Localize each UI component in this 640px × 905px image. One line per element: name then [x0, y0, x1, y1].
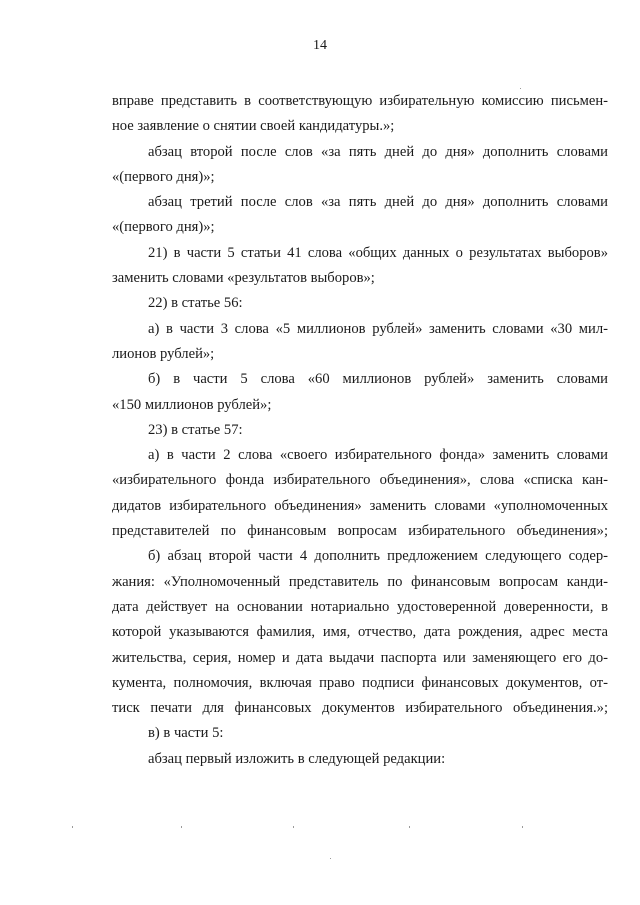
document-body [112, 89, 608, 772]
text-line: заменить словами «результатов выборов»; [112, 270, 375, 287]
text-line: ное заявление о снятии своей кандидатуры.»; [112, 118, 395, 135]
text-line: тиск печати для финансовых документов избирательного объединения.»; [112, 700, 608, 717]
text-line: которой указываются фамилия, имя, отчество, дата рождения, адрес места [112, 624, 608, 641]
text-line: «150 миллионов рублей»; [112, 396, 272, 413]
text-line: в) в части 5: [148, 725, 224, 742]
text-line: «(первого дня)»; [112, 219, 215, 236]
text-line: абзац третий после слов «за пять дней до дня» дополнить словами [148, 194, 608, 211]
text-line: дидатов избирательного объединения» заменить словами «уполномоченных [112, 497, 608, 514]
text-line: представителей по финансовым вопросам избирательного объединения»; [112, 523, 608, 540]
text-line: жания: «Уполномоченный представитель по финансовым вопросам канди- [112, 573, 608, 590]
text-line: лионов рублей»; [112, 345, 215, 362]
text-line: вправе представить в соответствующую избирательную комиссию письмен- [112, 93, 608, 109]
text-line: 22) в статье 56: [148, 295, 243, 312]
text-line: а) в части 3 слова «5 миллионов рублей» заменить словами «30 мил- [148, 320, 608, 337]
text-line: «избирательного фонда избирательного объединения», слова «списка кан- [112, 472, 608, 489]
text-line: а) в части 2 слова «своего избирательного фонда» заменить словами [148, 447, 608, 464]
text-line: «(первого дня)»; [112, 168, 215, 185]
text-line: абзац второй после слов «за пять дней до дня» дополнить словами [148, 143, 608, 160]
text-line: б) в части 5 слова «60 миллионов рублей» заменить словами [148, 371, 608, 388]
text-line: дата действует на основании нотариально удостоверенной доверенности, в [112, 598, 608, 615]
text-line: жительства, серия, номер и дата выдачи паспорта или заменяющего его до- [112, 649, 608, 666]
text-line: кумента, полномочия, включая право подписи финансовых документов, от- [112, 674, 608, 691]
text-line: 23) в статье 57: [148, 421, 243, 438]
text-line: б) абзац второй части 4 дополнить предложением следующего содер- [148, 548, 608, 565]
text-line: абзац первый изложить в следующей редакции: [148, 750, 446, 767]
page-number: 14 [313, 38, 327, 53]
text-line: 21) в части 5 статьи 41 слова «общих данных о результатах выборов» [148, 244, 608, 261]
